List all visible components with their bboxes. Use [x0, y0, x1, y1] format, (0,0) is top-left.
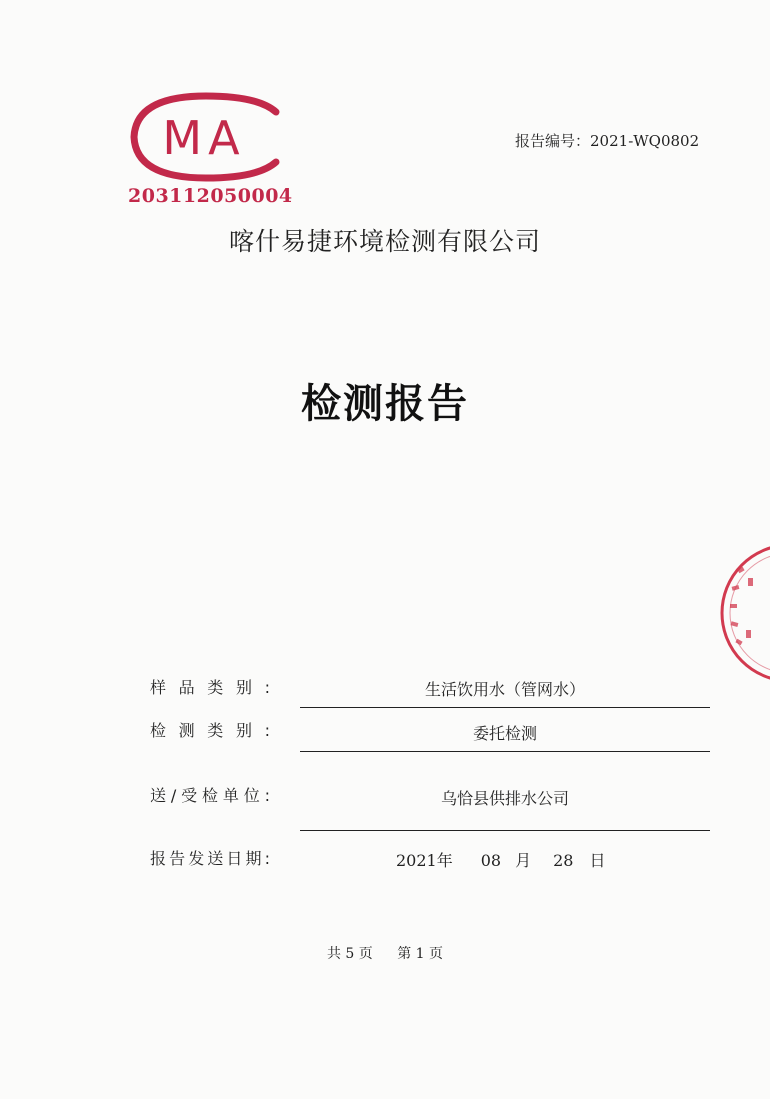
round-seal [718, 538, 770, 688]
date-year-unit: 年 [436, 851, 453, 870]
test-type-value: 委托检测 [472, 724, 537, 743]
report-number [515, 130, 699, 151]
report-number-value: 2021-WQ0802 [590, 132, 700, 150]
company-name: 喀什易捷环境检测有限公司 [228, 227, 541, 256]
current-suffix: 页 [429, 946, 444, 962]
test-type-label: 检测类别: [150, 721, 270, 740]
report-date-value [396, 848, 605, 871]
client-unit-rule [300, 830, 710, 831]
total-pages: 5 [345, 946, 355, 962]
date-day-unit: 日 [589, 851, 606, 870]
date-month-unit: 月 [515, 851, 532, 870]
page-title: 检测报告 [301, 381, 469, 427]
cma-number: 203112050004 [128, 185, 293, 207]
date-day: 28 [553, 851, 574, 870]
date-month: 08 [480, 851, 502, 870]
report-date-label: 报告发送日期: [150, 849, 270, 868]
total-prefix: 共 [326, 946, 341, 962]
client-unit-value: 乌恰县供排水公司 [440, 789, 569, 808]
client-unit-label: 送/受检单位: [150, 786, 270, 805]
test-type-rule [300, 751, 710, 752]
sample-type-rule [300, 707, 710, 708]
cma-letters: MA [162, 111, 246, 165]
sample-type-label: 样品类别: [150, 678, 270, 697]
report-number-label: 报告编号： [515, 132, 591, 150]
date-year: 2021 [396, 851, 437, 870]
page-counter [0, 943, 770, 963]
sample-type-value: 生活饮用水（管网水） [424, 680, 585, 699]
total-suffix: 页 [358, 946, 373, 962]
current-prefix: 第 [397, 946, 412, 962]
current-page: 1 [415, 946, 425, 962]
